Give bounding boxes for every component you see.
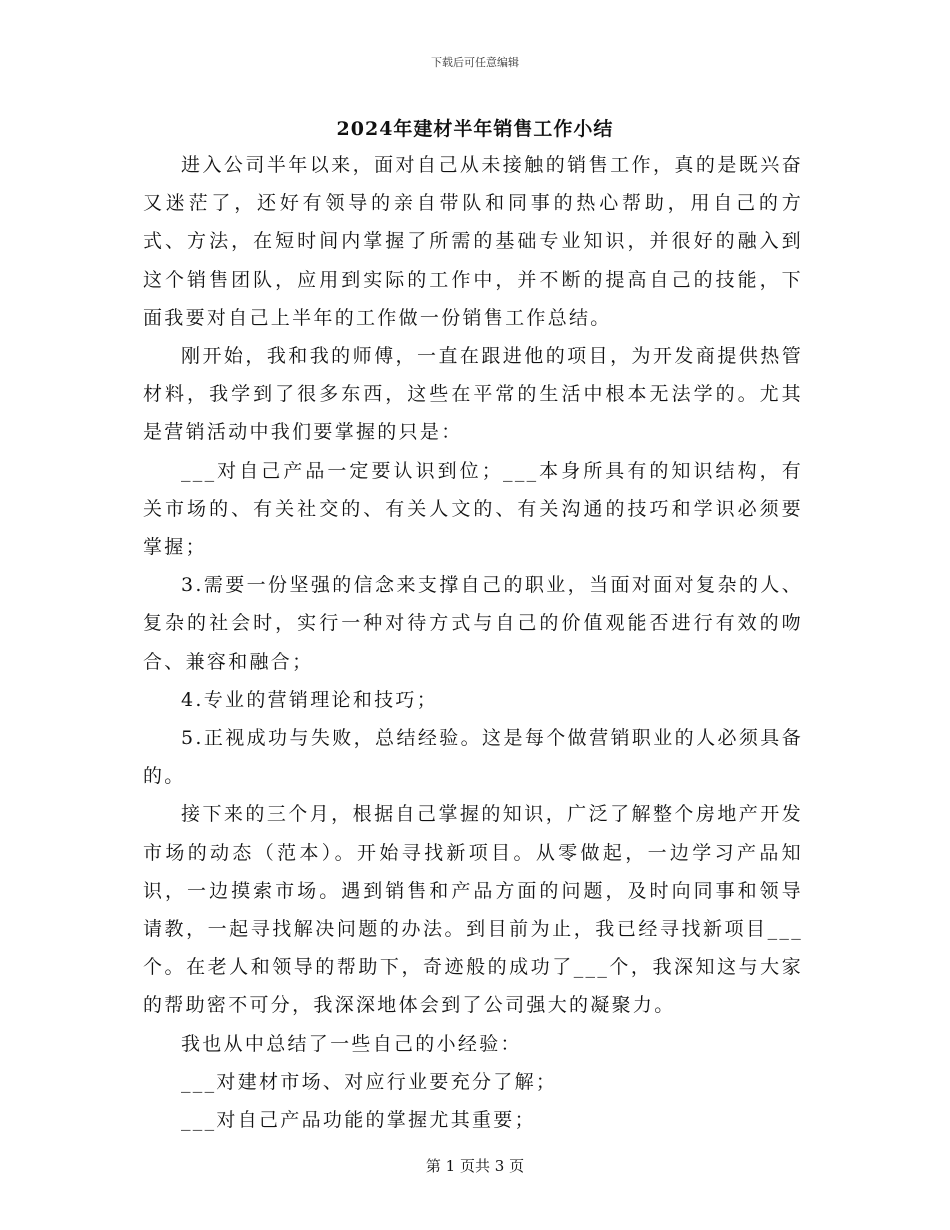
paragraph: 进入公司半年以来，面对自己从未接触的销售工作，真的是既兴奋又迷茫了，还好有领导的亲自带队和同事的热心帮助，用自己的方式、方法，在短时间内掌握了所需的基础专业知识，并很好的融入到这个销售团队，应用到实际的工作中，并不断的提高自己的技能，下面我要对自己上半年的工作做一份销售工作总结。 [143,154,803,329]
paragraph: 5.正视成功与失败，总结经验。这是每个做营销职业的人必须具备的。 [143,727,803,788]
paragraph: ___对建材市场、对应行业要充分了解； [181,1070,558,1093]
header-note: 下载后可任意编辑 [431,56,519,69]
document-body [143,146,803,1139]
paragraph: ___对自己产品功能的掌握尤其重要； [181,1109,536,1132]
paragraph: 3.需要一份坚强的信念来支撑自己的职业，当面对面对复杂的人、复杂的社会时，实行一种对待方式与自己的价值观能否进行有效的吻合、兼容和融合； [143,574,803,673]
document-title: 2024年建材半年销售工作小结 [336,118,614,140]
paragraph: 我也从中总结了一些自己的小经验： [181,1032,522,1055]
paragraph: 刚开始，我和我的师傅，一直在跟进他的项目，为开发商提供热管材料，我学到了很多东西，这些在平常的生活中根本无法学的。尤其是营销活动中我们要掌握的只是： [143,345,803,444]
paragraph: 4.专业的营销理论和技巧； [181,688,439,711]
page-number: 第 1 页共 3 页 [425,1157,525,1175]
paragraph: ___对自己产品一定要认识到位；___本身所具有的知识结构，有关市场的、有关社交的、有关人文的、有关沟通的技巧和学识必须要掌握； [143,459,803,559]
paragraph: 接下来的三个月，根据自己掌握的知识，广泛了解整个房地产开发市场的动态（范本）。开始寻找新项目。从零做起，一边学习产品知识，一边摸索市场。遇到销售和产品方面的问题，及时向同事和领导请教，一起寻找解决问题的办法。到目前为止，我已经寻找新项目___个。在老人和领导的帮助下，奇迹般的成功了___个，我深知这与大家的帮助密不可分，我深深地体会到了公司强大的凝聚力。 [143,803,803,1017]
